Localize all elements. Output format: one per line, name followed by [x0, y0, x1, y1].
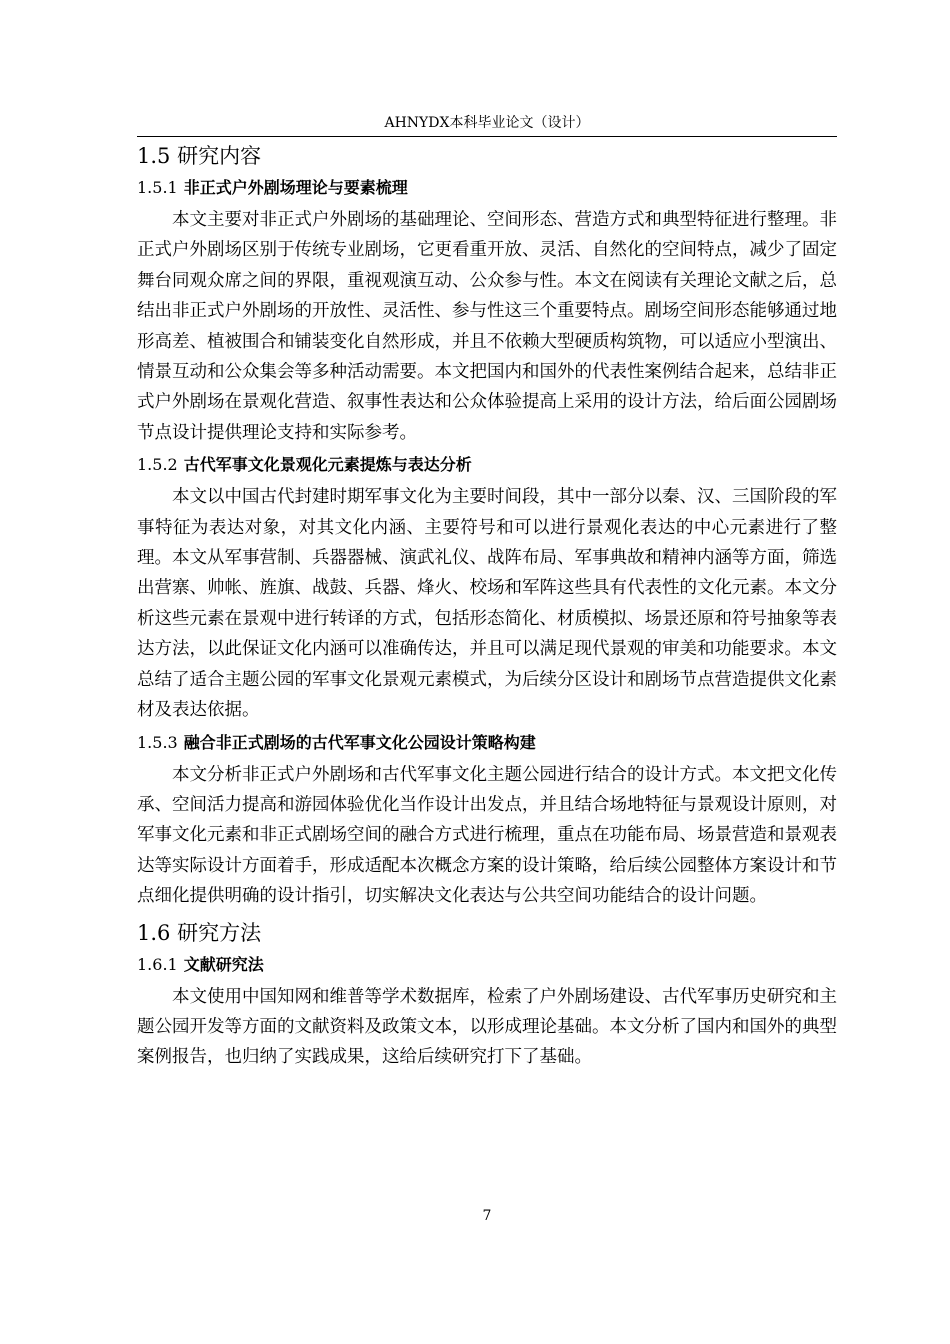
page-body: [137, 141, 837, 1075]
subsection-number: 1.5.1: [137, 178, 178, 197]
subsection-heading-1-5-2: [137, 452, 837, 478]
paragraph-1-5-2: 本文以中国古代封建时期军事文化为主要时间段，其中一部分以秦、汉、三国阶段的军事特征为表达对象，对其文化内涵、主要符号和可以进行景观化表达的中心元素进行了整理。本文从军事营制、兵器器械、演武礼仪、战阵布局、军事典故和精神内涵等方面，筛选出营寨、帅帐、旌旗、战鼓、兵器、烽火、校场和军阵这些具有代表性的文化元素。本文分析这些元素在景观中进行转译的方式，包括形态简化、材质模拟、场景还原和符号抽象等表达方法，以此保证文化内涵可以准确传达，并且可以满足现代景观的审美和功能要求。本文总结了适合主题公园的军事文化景观元素模式，为后续分区设计和剧场节点营造提供文化素材及表达依据。: [137, 487, 837, 721]
subsection-heading-1-5-3: [137, 730, 837, 756]
section-heading-1-6: 1.6 研究方法: [137, 920, 262, 945]
subsection-number: 1.5.2: [137, 455, 178, 475]
paragraph-1-5-1: 本文主要对非正式户外剧场的基础理论、空间形态、营造方式和典型特征进行整理。非正式户外剧场区别于传统专业剧场，它更看重开放、灵活、自然化的空间特点，减少了固定舞台同观众席之间的界限，重视观演互动、公众参与性。本文在阅读有关理论文献之后，总结出非正式户外剧场的开放性、灵活性、参与性这三个重要特点。剧场空间形态能够通过地形高差、植被围合和铺装变化自然形成，并且不依赖大型硬质构筑物，可以适应小型演出、情景互动和公众集会等多种活动需要。本文把国内和国外的代表性案例结合起来，总结非正式户外剧场在景观化营造、叙事性表达和公众体验提高上采用的设计方法，给后面公园剧场节点设计提供理论支持和实际参考。: [137, 210, 837, 443]
subsection-title: 融合非正式剧场的古代军事文化公园设计策略构建: [183, 732, 536, 752]
paragraph-1-6-1: 本文使用中国知网和维普等学术数据库，检索了户外剧场建设、古代军事历史研究和主题公园开发等方面的文献资料及政策文本，以形成理论基础。本文分析了国内和国外的典型案例报告，也归纳了实践成果，这给后续研究打下了基础。: [137, 986, 837, 1068]
running-header: AHNYDX本科毕业论文（设计）: [384, 115, 590, 131]
subsection-title: 非正式户外剧场理论与要素梳理: [183, 178, 408, 197]
paragraph-1-5-3: 本文分析非正式户外剧场和古代军事文化主题公园进行结合的设计方式。本文把文化传承、空间活力提高和游园体验优化当作设计出发点，并且结合场地特征与景观设计原则，对军事文化元素和非正式剧场空间的融合方式进行梳理，重点在功能布局、场景营造和景观表达等实际设计方面着手，形成适配本次概念方案的设计策略，给后续公园整体方案设计和节点细化提供明确的设计指引，切实解决文化表达与公共空间功能结合的设计问题。: [137, 764, 837, 907]
subsection-title: 文献研究法: [183, 954, 264, 974]
header-rule: [137, 136, 837, 137]
subsection-title: 古代军事文化景观化元素提炼与表达分析: [183, 455, 472, 475]
subsection-heading-1-6-1: [137, 952, 837, 978]
subsection-number: 1.5.3: [137, 732, 178, 752]
subsection-number: 1.6.1: [137, 954, 178, 974]
section-heading-1-5: 1.5 研究内容: [137, 144, 262, 168]
subsection-heading-1-5-1: [137, 175, 837, 201]
page-number: 7: [482, 1208, 492, 1224]
